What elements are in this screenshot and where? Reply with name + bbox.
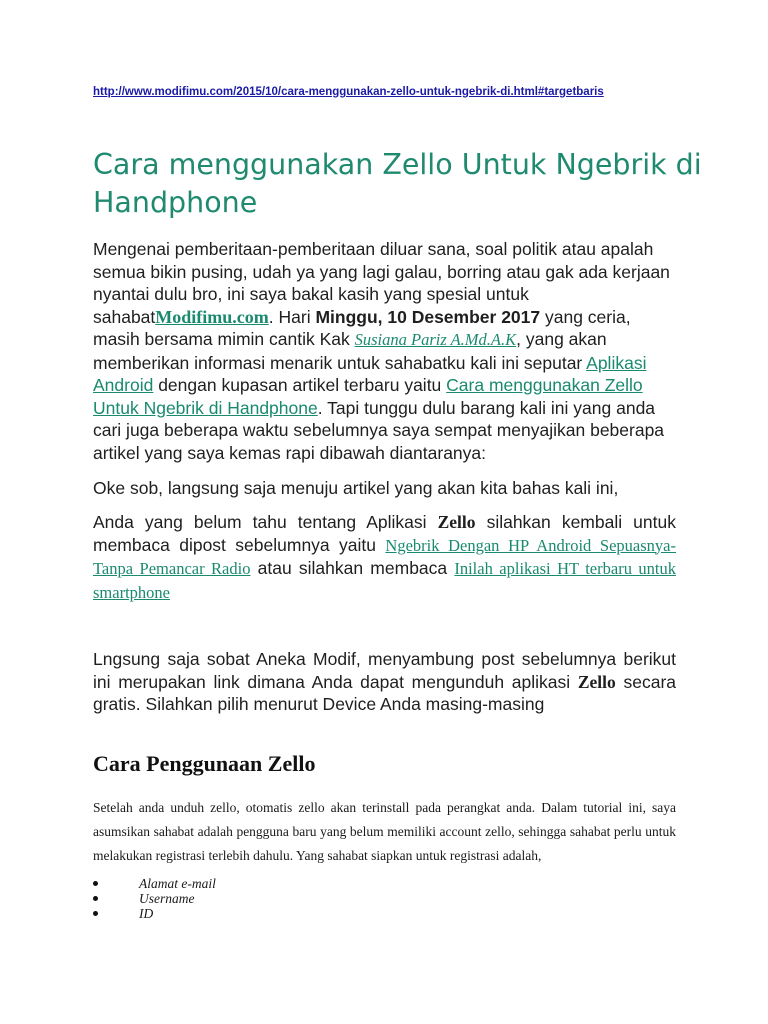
list-item-label: Username bbox=[139, 891, 195, 906]
prev-text-2: silahkan kembali untuk membaca dipost sebelumnya yaitu bbox=[93, 512, 676, 555]
oke-paragraph: Oke sob, langsung saja menuju artikel yang akan kita bahas kali ini, bbox=[93, 478, 619, 498]
intro-text-2: . Hari bbox=[268, 306, 316, 327]
registration-list bbox=[93, 876, 216, 921]
zello-name: Zello bbox=[437, 512, 476, 532]
prev-text-1: Anda yang belum tahu tentang Aplikasi bbox=[93, 512, 438, 532]
list-item bbox=[93, 906, 216, 921]
intro-paragraph bbox=[93, 238, 676, 464]
modifimu-brand-link[interactable]: Modifimu.com bbox=[155, 306, 269, 327]
article-title: Cara menggunakan Zello Untuk Ngebrik di Handphone bbox=[93, 148, 702, 219]
download-text-2: secara gratis. Silahkan pilih menurut Device Anda masing-masing bbox=[93, 671, 677, 714]
intro-text-1: Mengenai pemberitaan-pemberitaan diluar sana, soal politik atau apalah semua bikin pusing, udah ya yang lagi galau, borring atau gak ada kerjaan nyantai dulu bro, ini saya bakal kasih yang spesial untuk sahabat bbox=[93, 239, 670, 327]
list-item bbox=[93, 876, 216, 891]
article-link[interactable]: Cara menggunakan Zello Untuk Ngebrik di Handphone bbox=[93, 375, 643, 418]
bullet-icon bbox=[93, 911, 98, 916]
intro-text-5: dengan kupasan artikel terbaru yaitu bbox=[153, 375, 447, 395]
prev-text-3: atau silahkan membaca bbox=[250, 558, 455, 578]
date-text: Minggu, 10 Desember 2017 bbox=[315, 306, 541, 327]
list-item-label: Alamat e-mail bbox=[139, 876, 216, 891]
section-body: Setelah anda unduh zello, otomatis zello akan terinstall pada perangkat anda. Dalam tutorial ini, saya asumsikan sahabat adalah pengguna baru yang belum memiliki account zello, sehingga sahabat perlu untuk melakukan registrasi terlebih dahulu. Yang sahabat siapkan untuk registrasi adalah, bbox=[93, 800, 676, 863]
aplikasi-android-link[interactable]: Aplikasi Android bbox=[93, 352, 647, 395]
download-text-1: Lngsung saja sobat Aneka Modif, menyambung post sebelumnya berikut ini merupakan link dimana Anda dapat mengunduh aplikasi bbox=[93, 649, 676, 692]
intro-text-4: , yang akan memberikan informasi menarik untuk sahabatku kali ini seputar bbox=[93, 329, 607, 373]
bullet-icon bbox=[93, 896, 98, 901]
previous-post-paragraph bbox=[93, 511, 676, 604]
section-heading: Cara Penggunaan Zello bbox=[93, 751, 316, 776]
intro-text-3: yang ceria, masih bersama mimin cantik Kak bbox=[93, 306, 631, 349]
list-item bbox=[93, 891, 216, 906]
source-url-link[interactable]: http://www.modifimu.com/2015/10/cara-menggunakan-zello-untuk-ngebrik-di.html#targetbaris bbox=[93, 86, 604, 98]
ngebrik-post-link[interactable]: Ngebrik Dengan HP Android Sepuasnya-Tanpa Pemancar Radio bbox=[93, 535, 676, 578]
ht-app-post-link[interactable]: Inilah aplikasi HT terbaru untuk smartphone bbox=[93, 559, 676, 602]
zello-name: Zello bbox=[577, 671, 616, 692]
download-paragraph bbox=[93, 648, 676, 716]
list-item-label: ID bbox=[139, 906, 154, 921]
author-link[interactable]: Susiana Pariz A.Md.A.K bbox=[354, 330, 517, 349]
intro-text-6: . Tapi tunggu dulu barang kali ini yang anda cari juga beberapa waktu sebelumnya saya sempat menyajikan beberapa artikel yang saya kemas rapi dibawah diantaranya: bbox=[93, 397, 665, 463]
bullet-icon bbox=[93, 881, 98, 886]
